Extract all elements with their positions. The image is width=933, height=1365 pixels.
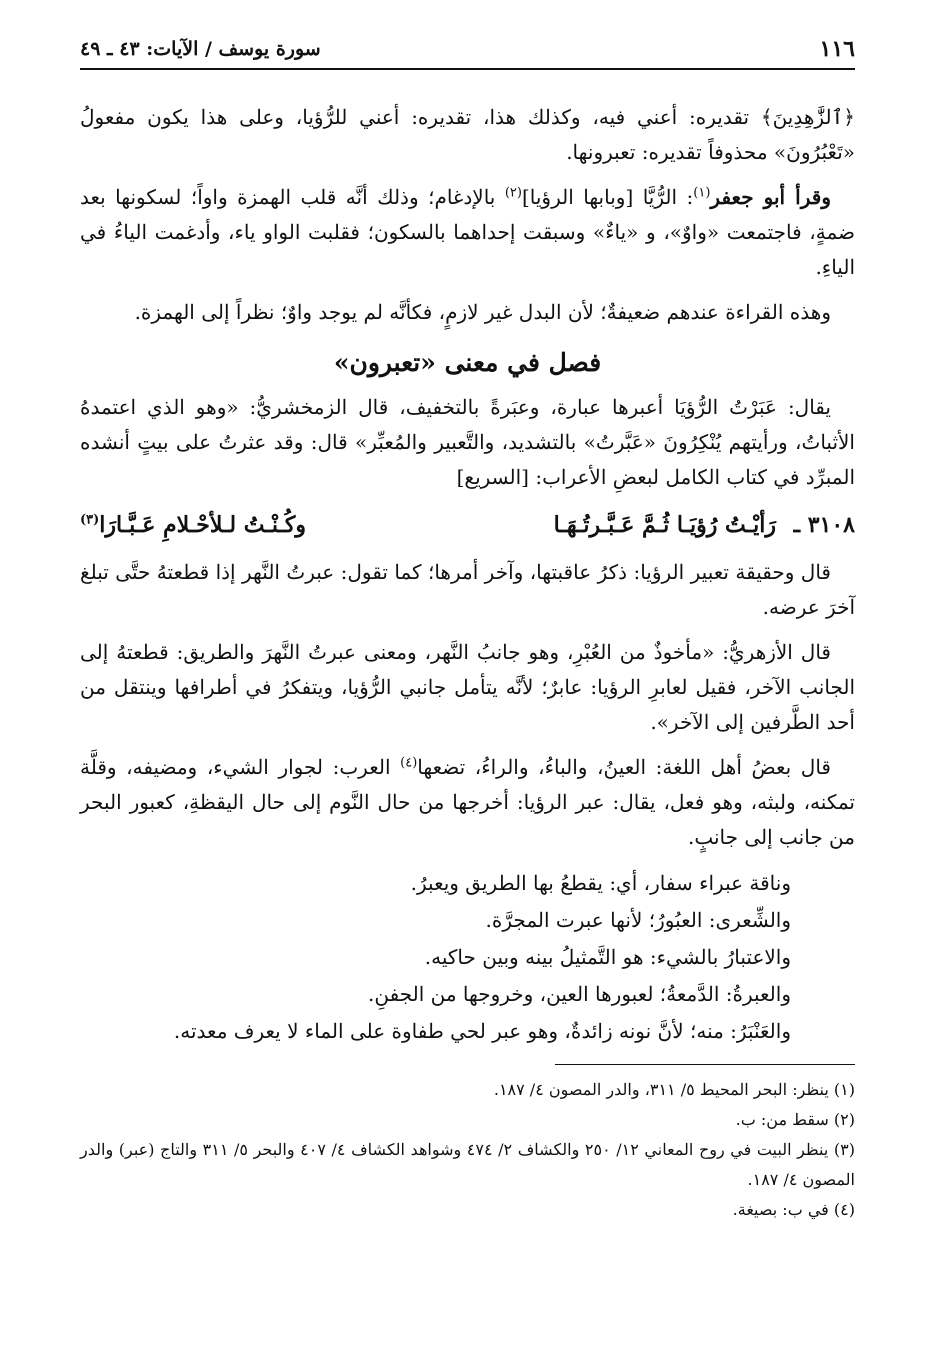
- poetry-verse: [80, 505, 855, 545]
- footnote-4: (٤) في ب: بصيغة.: [732, 1200, 855, 1219]
- verse-part-1: رَأيْـتُ رُؤيَـا ثُـمَّ عَـبَّـرتُـهَـا: [553, 512, 776, 538]
- paragraph-7: [80, 750, 855, 855]
- footnote-divider: [555, 1064, 855, 1065]
- paragraph-7-part-a: قال بعضُ أهل اللغة: العينُ، والباءُ، والراءُ، تضعها: [417, 755, 831, 779]
- footnote-ref-2: (٢): [504, 185, 522, 201]
- paragraph-2-part-a: : الرُّيَّا [وبابها الرؤيا]: [521, 185, 694, 209]
- reader-name: وقرأ أبو جعفر: [710, 185, 831, 209]
- verse-part-2: وكُـنْـتُ لـلأحْـلامِ عَـبَّـارَا: [99, 512, 307, 538]
- footnotes: [80, 1075, 855, 1225]
- footnote-ref-1: (١): [693, 185, 711, 201]
- definition-item: والاعتبارُ بالشيء: هو التَّمثيلُ بينه وبين حاكيه.: [424, 945, 791, 969]
- paragraph-6: قال الأزهريُّ: «مأخوذٌ من العُبْرِ، وهو جانبُ النَّهر، ومعنى عبرتُ النَّهرَ والطريق: قطعتهُ إلى الجانب الآخر، فقيل لعابرِ الرؤيا: عابرٌ؛ لأنَّه يتأمل جانبي الرُّؤيا، ويتفكرُ في أطرافها وينتقل من أحد الطَّرفين إلى الآخر».: [80, 640, 855, 734]
- paragraph-7-part-b: العرب: لجوار الشيء، ومضيفه، وقلَّة تمكنه، ولبثه، وهو فعل، يقال: عبر الرؤيا: أخرجها من حال النَّوم إلى حال اليقظةِ، كعبور البحر من جانب إلى جانبٍ.: [80, 755, 855, 849]
- footnote-2: (٢) سقط من: ب.: [735, 1110, 855, 1129]
- paragraph-5: قال وحقيقة تعبير الرؤيا: ذكرُ عاقبتها، وآخر أمرها؛ كما تقول: عبرتُ النَّهر إذا قطعتهُ حتَّى تبلغ آخرَ عرضه.: [80, 560, 855, 619]
- verse-number: ٣١٠٨ ـ: [793, 512, 855, 538]
- definition-item: وناقة عبراء سفار، أي: يقطعُ بها الطريق ويعبرُ.: [410, 871, 791, 895]
- section-title: فصل في معنى «تعبرون»: [333, 348, 602, 377]
- paragraph-4: يقال: عَبَرْتُ الرُّؤيَا أعبرها عبارة، وعبَرةً بالتخفيف، قال الزمخشريُّ: «وهو الذي اعتمدهُ الأثباتُ، ورأيتهم يُنْكِرُونَ «عَبَّرتُ» بالتشديد، والتَّعبير والمُعبِّر» قال: وقد عثرتُ على بيتٍ أنشده المبرِّد في كتاب الكامل لبعضِ الأعراب: [السريع]: [80, 395, 855, 489]
- definition-item: والعبرةُ: الدَّمعةُ؛ لعبورها العين، وخروجها من الجفنِ.: [368, 982, 791, 1006]
- verse-first-hemistich: [554, 505, 855, 545]
- paragraph-2: [80, 180, 855, 285]
- book-page: [80, 34, 855, 1344]
- paragraph-1: ﴿ٱلزَّٰهِدِينَ﴾ تقديره: أعني فيه، وكذلك هذا، تقديره: أعني للرُّؤيا، وعلى هذا يكون مفعولُ «تَعْبُرُونَ» محذوفاً تقديره: تعبرونها.: [80, 105, 855, 164]
- footnote-ref-3: (٣): [80, 512, 100, 528]
- page-number: ١١٦: [819, 36, 855, 62]
- definition-item: والعَنْبَرُ: منه؛ لأنَّ نونه زائدةٌ، وهو عبر لحي طفاوة على الماء لا يعرف معدته.: [173, 1019, 791, 1043]
- definition-item: والشِّعرى: العبُورُ؛ لأنها عبرت المجرَّة.: [485, 908, 791, 932]
- page-header: [80, 34, 855, 70]
- footnote-1: (١) ينظر: البحر المحيط ٥/ ٣١١، والدر المصون ٤/ ١٨٧.: [493, 1080, 855, 1099]
- verse-second-hemistich: [80, 505, 306, 545]
- footnote-ref-4: (٤): [400, 755, 418, 771]
- paragraph-3: وهذه القراءة عندهم ضعيفةٌ؛ لأن البدل غير لازمٍ، فكأنَّه لم يوجد واوٌ؛ نظراً إلى الهمزة.: [134, 300, 831, 324]
- main-text: [80, 100, 855, 1050]
- paragraph-2-part-b: بالإدغام؛ وذلك أنَّه قلب الهمزة واواً؛ لسكونها بعد ضمةٍ، فاجتمعت «واوٌ»، و «ياءٌ» وسبقت إحداهما بالسكون؛ فقلبت الواو ياء، وأدغمت الياءُ في الياءِ.: [80, 185, 855, 279]
- definitions-list: [80, 865, 791, 1050]
- surah-info: سورة يوسف / الآيات: ٤٣ ـ ٤٩: [80, 38, 321, 60]
- footnote-3: (٣) ينظر البيت في روح المعاني ١٢/ ٢٥٠ والكشاف ٢/ ٤٧٤ وشواهد الكشاف ٤/ ٤٠٧ والبحر ٥/ ٣١١ والتاج (عبر) والدر المصون ٤/ ١٨٧.: [80, 1140, 855, 1189]
